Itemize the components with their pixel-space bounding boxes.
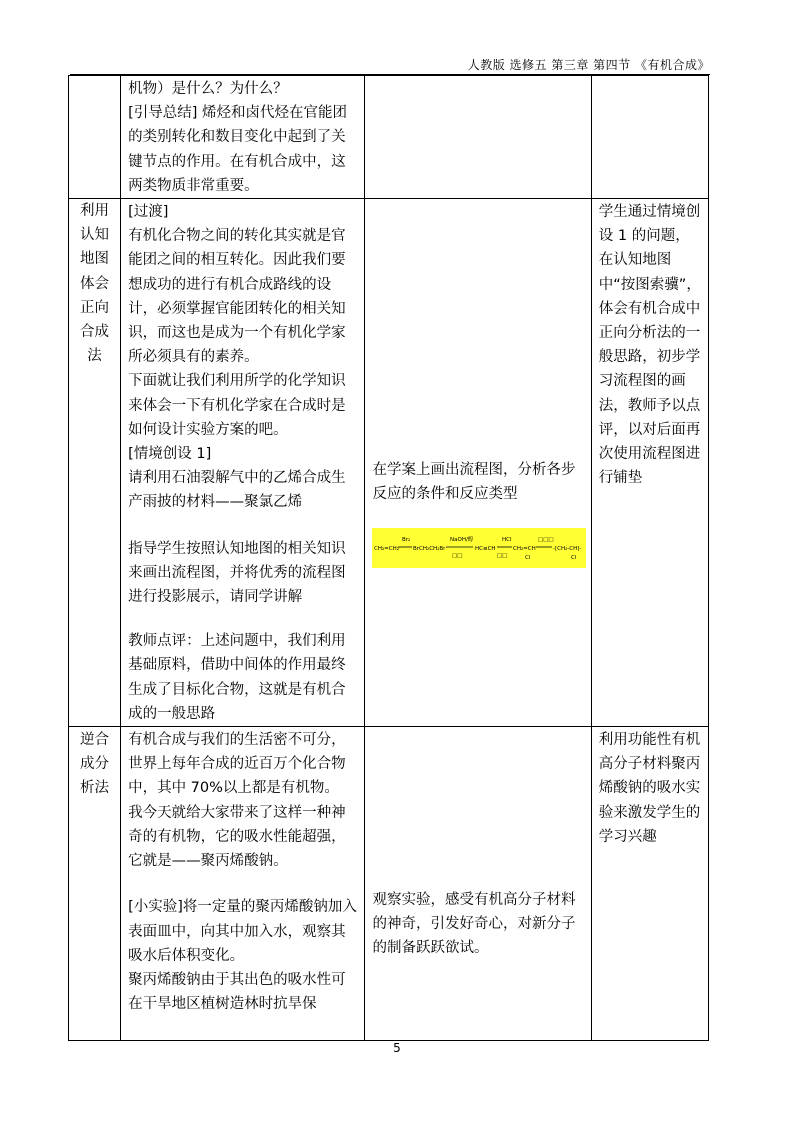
lesson-table [68,75,709,1041]
paragraph: 下面就让我们利用所学的化学知识来体会一下有机化学家在合成时是如何设计实验方案的吧。 [128,373,346,438]
stage-label: 利用认知地图体会正向合成法 [80,203,110,365]
table-row [69,727,709,1041]
flow-condition: □□ [497,553,508,560]
teacher-activity-cell [121,199,365,727]
flow-reagent-hcl: HCl [502,537,512,544]
page-header: 人教版 选修五 第三章 第四节 《有机合成》 [467,58,710,72]
stage-cell [69,199,121,727]
paragraph: [情境创设 1] [128,446,212,463]
design-intent-cell: 学生通过情境创设 1 的问题，在认知地图中“按图索骥”，体会有机合成中正向分析法的一般思路，初步学习流程图的画法，教师予以点评，以对后面再次使用流程图进行铺垫 [591,199,708,727]
stage-cell: 逆合成分析法 [69,727,121,1041]
flow-condition: □□ [452,553,463,560]
paragraph: 聚丙烯酸钠由于其出色的吸水性可在干旱地区植树造林时抗旱保 [128,971,346,1013]
teacher-activity-cell [121,76,365,199]
flow-cl: Cl [525,555,531,562]
paragraph: [引导总结] 烯烃和卤代烃在官能团的类别转化和数目变化中起到了关键节点的作用。在有机合成中，这两类物质非常重要。 [128,105,347,194]
paragraph: 指导学生按照认知地图的相关知识来画出流程图，并将优秀的流程图进行投影展示，请同学讲解 [128,540,346,606]
flow-dibromoethane: BrCH₂CH₂Br [413,546,446,553]
page-number: 5 [393,1041,401,1055]
flow-condition: □□□ [538,537,555,544]
paragraph: [过渡] [128,204,169,221]
student-activity-cell [365,727,591,1041]
design-intent-cell: 利用功能性有机高分子材料聚丙烯酸钠的吸水实验来激发学生的学习兴趣 [591,727,708,1041]
reaction-flowchart [372,528,586,568]
table-row [69,199,709,727]
paragraph: 在学案上画出流程图，分析各步反应的条件和反应类型 [372,462,576,503]
paragraph: [小实验]将一定量的聚丙烯酸钠加入表面皿中，向其中加入水，观察其吸水后体积变化。 [128,899,357,964]
flow-ethylene: CH₂=CH₂ [374,546,400,553]
flow-pvc: -[CH₂-CH]- [553,546,582,553]
paragraph: 观察实验，感受有机高分子材料的神奇，引发好奇心，对新分子的制备跃跃欲试。 [372,892,576,957]
paragraph: 请利用石油裂解气中的乙烯合成生产雨披的材料——聚氯乙烯 [128,470,346,511]
paragraph: 机物）是什么？为什么？ [128,81,288,97]
paragraph: 有机合成与我们的生活密不可分，世界上每年合成的近百万个化合物中，其中 70%以上都是有机物。 [128,732,346,797]
flow-reagent-naoh: NaOH/醇 [450,537,474,544]
paragraph: 教师点评：上述问题中，我们利用基础原料，借助中间体的作用最终生成了目标化合物，这就是有机合成的一般思路 [128,633,346,722]
flow-cl: Cl [571,555,577,562]
student-activity-cell [365,199,591,727]
teacher-activity-cell [121,727,365,1041]
flow-acetylene: HC≡CH [475,546,497,553]
flow-vinyl-chloride: CH₂=CH [513,546,537,553]
paragraph: 我今天就给大家带来了这样一种神奇的有机物，它的吸水性能超强，它就是——聚丙烯酸钠。 [128,804,346,870]
flow-reagent-br2: Br₂ [402,537,411,544]
design-intent-cell [591,76,708,199]
stage-cell [69,76,121,199]
paragraph: 有机化合物之间的转化其实就是官能团之间的相互转化。因此我们要想成功的进行有机合成路线的设计，必须掌握官能团转化的相关知识，而这也是成为一个有机化学家所必须具有的素养。 [128,228,346,366]
student-activity-cell [365,76,591,199]
flowchart-drawing [372,528,586,568]
table-row [69,76,709,199]
